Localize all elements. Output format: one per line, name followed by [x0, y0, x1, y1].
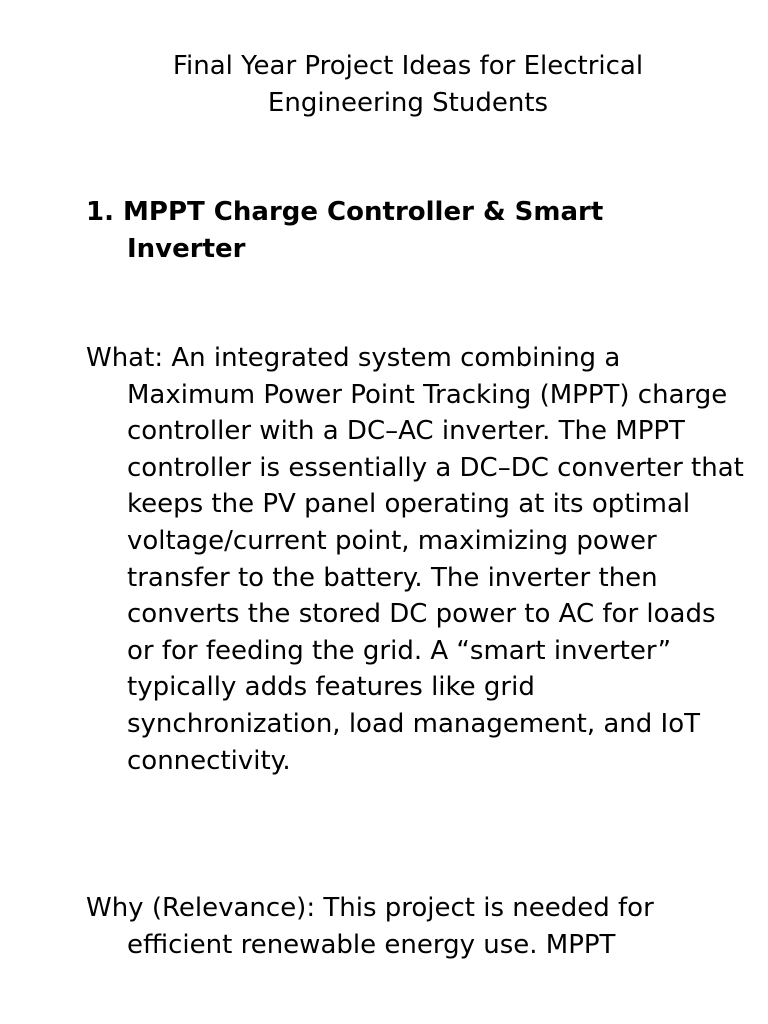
section-heading-text: MPPT Charge Controller & Smart Inverter	[123, 197, 604, 264]
why-text: This project is needed for efficient renewable energy use. MPPT	[127, 893, 654, 960]
title-line-2: Engineering Students	[267, 88, 549, 118]
section-heading	[86, 194, 686, 268]
section-number: 1.	[86, 197, 114, 227]
why-label: Why (Relevance):	[86, 893, 316, 923]
document-title	[100, 48, 716, 122]
what-label: What:	[86, 343, 164, 373]
title-line-1: Final Year Project Ideas for Electrical	[172, 51, 644, 81]
why-paragraph	[86, 890, 746, 963]
what-paragraph	[86, 340, 746, 779]
what-text: An integrated system combining a Maximum Power Point Tracking (MPPT) charge controller with a DC–AC inverter. The MPPT controller is essentially a DC–DC converter that keeps the PV panel operating at its optimal voltage/current point, maximizing power transfer to the battery. The inverter then converts the stored DC power to AC for loads or for feeding the grid. A “smart inverter” typically adds features like grid synchronization, load management, and IoT connectivity.	[127, 343, 744, 776]
